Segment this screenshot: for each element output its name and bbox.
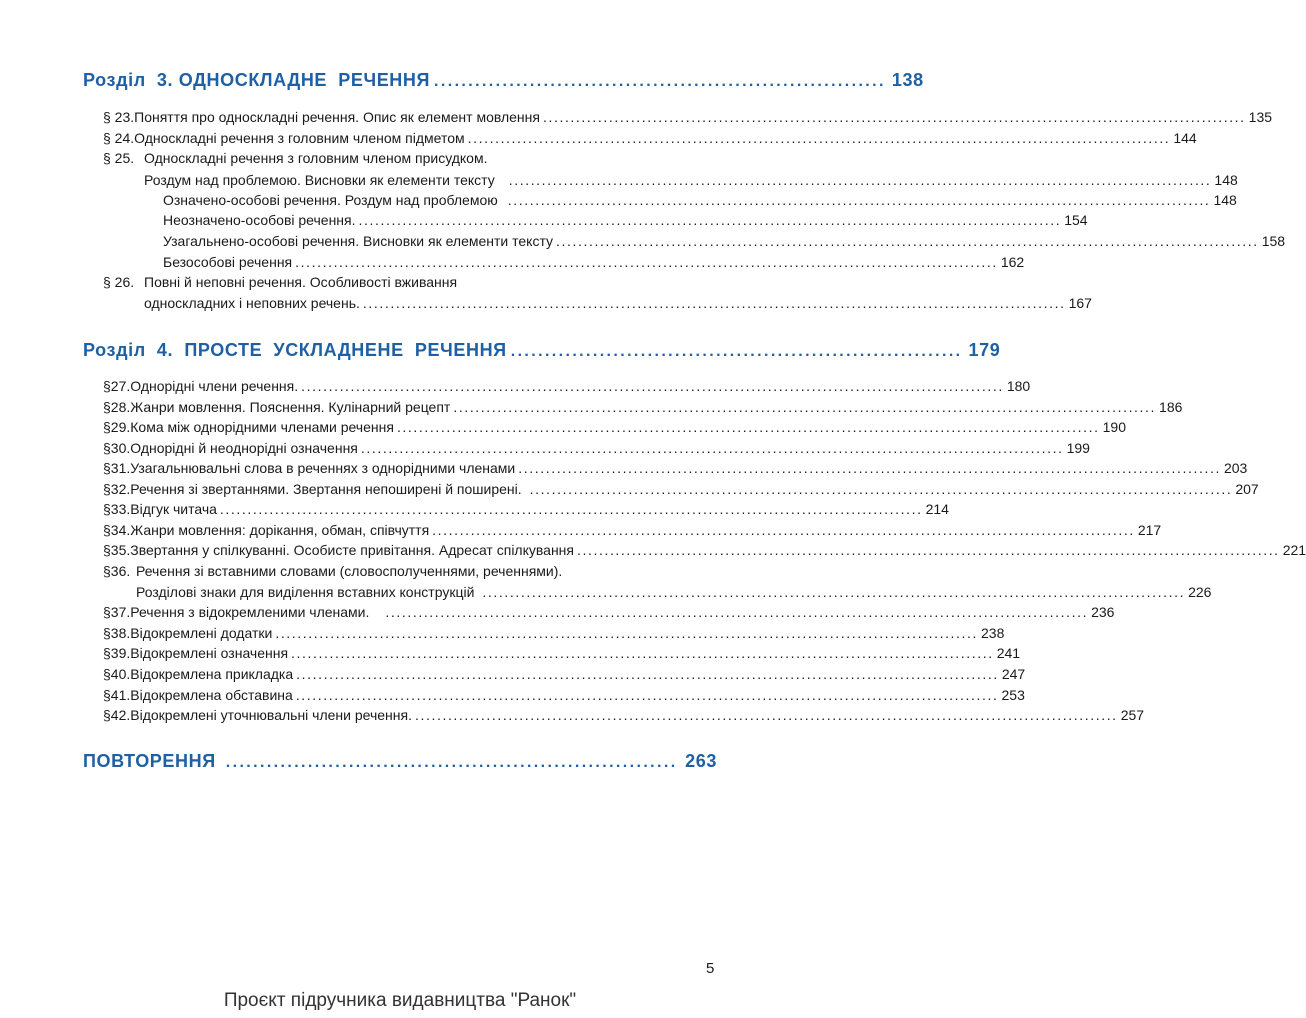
entry-page: 207 <box>1235 481 1259 497</box>
toc-entry[interactable] <box>103 602 1115 622</box>
dot-leader: ................................................................................................................................ <box>577 542 1280 558</box>
entry-page: 217 <box>1137 522 1162 538</box>
toc-entry[interactable] <box>103 397 1183 417</box>
toc-entry-continued[interactable] <box>136 582 1212 602</box>
paragraph-number: §36. <box>103 563 131 579</box>
section-3-page: 138 <box>891 70 924 90</box>
entry-page: 253 <box>1001 687 1025 703</box>
toc-entry[interactable] <box>103 107 1273 127</box>
section-3-title: Розділ 3. ОДНОСКЛАДНЕ РЕЧЕННЯ <box>83 70 431 90</box>
toc-entry[interactable] <box>103 148 717 168</box>
section-4-heading[interactable] <box>83 340 1001 364</box>
dot-leader: ................................................................................................................................ <box>219 501 923 517</box>
publisher-note: Проєкт підручника видавництва "Ранок" <box>223 990 577 1011</box>
entry-title: Відокремлена обставина <box>130 687 293 703</box>
toc-entry[interactable] <box>103 664 1026 684</box>
dot-leader: .................................................................. <box>510 343 963 360</box>
dot-leader: ................................................................................................................................ <box>385 604 1089 620</box>
toc-subentry[interactable] <box>163 190 1237 210</box>
entry-page: 144 <box>1173 130 1197 146</box>
paragraph-number: §39. <box>103 645 131 661</box>
toc-subentry[interactable] <box>163 210 1088 230</box>
toc-entry[interactable] <box>103 561 717 581</box>
toc-entry[interactable] <box>103 376 1031 396</box>
paragraph-number: §40. <box>103 666 131 682</box>
dot-leader: ................................................................................................................................ <box>362 295 1066 311</box>
entry-title: Речення зі звертаннями. Звертання непоширені й поширені. <box>130 481 522 497</box>
dot-leader: ................................................................................................................................ <box>415 707 1118 723</box>
toc-entry[interactable] <box>103 623 1005 643</box>
paragraph-number: §38. <box>103 625 131 641</box>
entry-title: односкладних і неповних речень. <box>144 295 360 311</box>
entry-title: Звертання у спілкуванні. Особисте привітання. Адресат спілкування <box>130 542 574 558</box>
toc-entry-continued[interactable] <box>144 293 1092 313</box>
paragraph-number: § 25. <box>103 150 135 166</box>
entry-title: Узагальнено-особові речення. Висновки як елементи тексту <box>163 233 554 249</box>
entry-page: 247 <box>1001 666 1026 682</box>
dot-leader: ................................................................................................................................ <box>396 419 1100 435</box>
dot-leader: ................................................................................................................................ <box>275 625 979 641</box>
dot-leader: ................................................................................................................................ <box>467 130 1171 146</box>
toc-entry[interactable] <box>103 520 1162 540</box>
toc-entry[interactable] <box>103 438 1090 458</box>
entry-page: 148 <box>1213 192 1237 208</box>
dot-leader: ................................................................................................................................ <box>358 212 1062 228</box>
entry-page: 167 <box>1068 295 1092 311</box>
entry-title: Поняття про односкладні речення. Опис як елемент мовлення <box>134 109 540 125</box>
section-4-title: Розділ 4. ПРОСТЕ УСКЛАДНЕНЕ РЕЧЕННЯ <box>83 340 507 360</box>
dot-leader: ................................................................................................................................ <box>295 687 999 703</box>
paragraph-number: §34. <box>103 522 131 538</box>
entry-title: Речення зі вставними словами (словосполученнями, реченнями). <box>136 563 563 579</box>
paragraph-number: §30. <box>103 440 131 456</box>
paragraph-number: § 23. <box>103 109 135 125</box>
dot-leader: ................................................................................................................................ <box>295 254 998 270</box>
dot-leader: ................................................................................................................................ <box>301 378 1004 394</box>
entry-title: Означено-особові речення. Роздум над проблемою <box>163 192 498 208</box>
review-title: ПОВТОРЕННЯ <box>83 751 216 771</box>
entry-page: 135 <box>1248 109 1273 125</box>
dot-leader: ................................................................................................................................ <box>296 666 999 682</box>
dot-leader: ................................................................................................................................ <box>542 109 1246 125</box>
entry-page: 199 <box>1066 440 1090 456</box>
toc-entry[interactable] <box>103 685 1025 705</box>
entry-title: Відгук читача <box>130 501 217 517</box>
entry-title: Неозначено-особові речення. <box>163 212 356 228</box>
toc-subentry[interactable] <box>163 252 1025 272</box>
toc-entry[interactable] <box>103 479 1259 499</box>
entry-title: Узагальнювальні слова в реченнях з однорідними членами <box>130 460 516 476</box>
entry-title: Повні й неповні речення. Особливості вживання <box>144 274 458 290</box>
toc-subentry[interactable] <box>163 231 1286 251</box>
toc-entry[interactable] <box>103 128 1197 148</box>
entry-page: 238 <box>981 625 1005 641</box>
paragraph-number: §27. <box>103 378 131 394</box>
toc-entry[interactable] <box>103 272 717 292</box>
dot-leader: ................................................................................................................................ <box>507 192 1211 208</box>
entry-title: Однорідні й неоднорідні означення <box>130 440 358 456</box>
entry-title: Однорідні члени речення. <box>130 378 299 394</box>
paragraph-number: §29. <box>103 419 131 435</box>
entry-title: Відокремлена прикладка <box>130 666 294 682</box>
review-page: 263 <box>685 751 717 771</box>
entry-title: Відокремлені додатки <box>130 625 273 641</box>
entry-title: Жанри мовлення. Пояснення. Кулінарний рецепт <box>130 399 451 415</box>
paragraph-number: §41. <box>103 687 131 703</box>
page-number: 5 <box>706 960 715 977</box>
paragraph-number: §37. <box>103 604 131 620</box>
entry-title: Жанри мовлення: дорікання, обман, співчуття <box>130 522 430 538</box>
entry-page: 148 <box>1214 172 1238 188</box>
entry-title: Відокремлені уточнювальні члени речення. <box>130 707 412 723</box>
section-3-heading[interactable] <box>83 70 924 94</box>
toc-entry[interactable] <box>103 417 1126 437</box>
dot-leader: ................................................................................................................................ <box>529 481 1233 497</box>
entry-page: 154 <box>1064 212 1088 228</box>
entry-title: Розділові знаки для виділення вставних конструкцій <box>136 584 475 600</box>
paragraph-number: § 24. <box>103 130 135 146</box>
dot-leader: ................................................................................................................................ <box>482 584 1186 600</box>
entry-page: 214 <box>925 501 949 517</box>
paragraph-number: §35. <box>103 542 131 558</box>
entry-page: 190 <box>1102 419 1126 435</box>
section-4-page: 179 <box>968 340 1001 360</box>
dot-leader: ................................................................................................................................ <box>291 645 994 661</box>
entry-page: 236 <box>1091 604 1115 620</box>
dot-leader: ................................................................................................................................ <box>360 440 1064 456</box>
entry-title: Відокремлені означення <box>130 645 289 661</box>
toc-entry-continued[interactable] <box>144 170 1238 190</box>
dot-leader: ................................................................................................................................ <box>508 172 1212 188</box>
entry-page: 226 <box>1188 584 1212 600</box>
toc-entry[interactable] <box>103 705 1145 725</box>
paragraph-number: §28. <box>103 399 131 415</box>
entry-title: Односкладні речення з головним членом підметом <box>134 130 465 146</box>
dot-leader: ................................................................................................................................ <box>518 460 1221 476</box>
paragraph-number: §31. <box>103 460 131 476</box>
paragraph-number: §42. <box>103 707 131 723</box>
entry-title: Односкладні речення з головним членом присудком. <box>144 150 488 166</box>
dot-leader: ................................................................................................................................ <box>432 522 1135 538</box>
entry-page: 180 <box>1006 378 1031 394</box>
entry-title: Роздум над проблемою. Висновки як елементи тексту <box>144 172 495 188</box>
paragraph-number: §32. <box>103 481 131 497</box>
paragraph-number: § 26. <box>103 274 135 290</box>
entry-page: 221 <box>1282 542 1306 558</box>
entry-title: Безособові речення <box>163 254 293 270</box>
toc-entry[interactable] <box>103 458 1248 478</box>
toc-entry[interactable] <box>103 499 949 519</box>
dot-leader: ................................................................................................................................ <box>453 399 1157 415</box>
entry-page: 241 <box>996 645 1021 661</box>
entry-page: 158 <box>1261 233 1286 249</box>
entry-page: 186 <box>1159 399 1183 415</box>
review-heading[interactable] <box>83 751 717 775</box>
dot-leader: .................................................................. <box>225 754 678 771</box>
toc-entry[interactable] <box>103 540 1306 560</box>
dot-leader: .................................................................. <box>434 73 886 90</box>
entry-title: Речення з відокремленими членами. <box>130 604 370 620</box>
entry-page: 257 <box>1120 707 1145 723</box>
entry-page: 203 <box>1223 460 1248 476</box>
dot-leader: ................................................................................................................................ <box>556 233 1259 249</box>
entry-page: 162 <box>1000 254 1025 270</box>
toc-entry[interactable] <box>103 643 1021 663</box>
paragraph-number: §33. <box>103 501 131 517</box>
entry-title: Кома між однорідними членами речення <box>130 419 394 435</box>
